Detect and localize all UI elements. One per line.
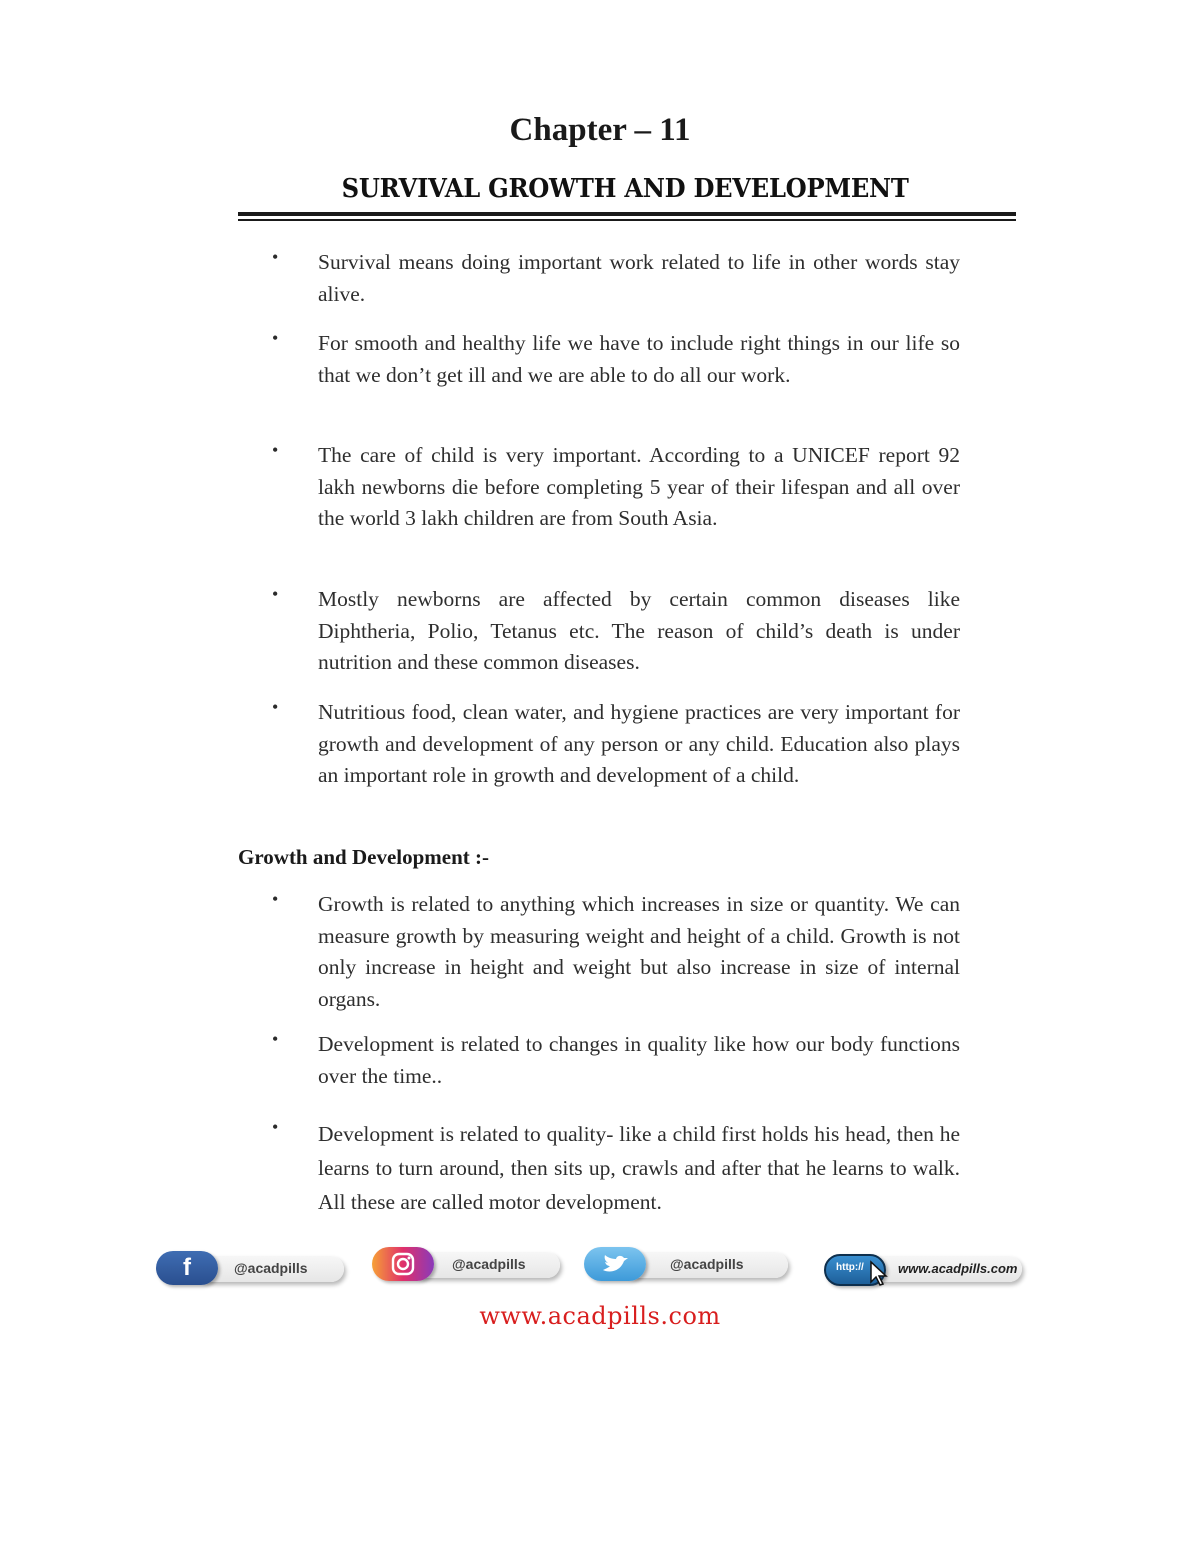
- chapter-subtitle: SURVIVAL GROWTH AND DEVELOPMENT: [341, 174, 909, 204]
- instagram-handle: @acadpills: [452, 1256, 526, 1272]
- bullet-text: The care of child is very important. According to a UNICEF report 92 lakh newborns die before completing 5 year of their lifespan and all over the world 3 lakh children are from South Asia.: [318, 443, 960, 530]
- bullet-icon: •: [272, 328, 279, 348]
- footer-url[interactable]: www.acadpills.com: [479, 1302, 721, 1330]
- bullet-icon: •: [272, 1029, 279, 1049]
- bullet-text: Mostly newborns are affected by certain common diseases like Diphtheria, Polio, Tetanus etc. The reason of child’s death is under nutrition and these common diseases.: [318, 587, 960, 674]
- bullet-text: Growth is related to anything which increases in size or quantity. We can measure growth by measuring weight and height of a child. Growth is not only increase in height and weight but also increase in size of internal organs.: [318, 892, 960, 1011]
- facebook-handle: @acadpills: [234, 1260, 308, 1276]
- website-text: www.acadpills.com: [898, 1261, 1018, 1276]
- bullet-icon: •: [272, 889, 279, 909]
- website-link[interactable]: [824, 1250, 1024, 1290]
- bullet-icon: •: [272, 584, 279, 604]
- cursor-icon: [868, 1260, 890, 1286]
- bullet-icon: •: [272, 440, 279, 460]
- bullet-text: For smooth and healthy life we have to include right things in our life so that we don’t get ill and we are able to do all our work.: [318, 331, 960, 387]
- section-heading: Growth and Development :-: [238, 845, 490, 869]
- chapter-title: Chapter – 11: [509, 112, 691, 148]
- twitter-icon: [584, 1247, 646, 1281]
- web-icon-label: http://: [836, 1262, 864, 1273]
- title-rule-thin: [238, 219, 1016, 221]
- twitter-handle: @acadpills: [670, 1256, 744, 1272]
- bullet-text: Nutritious food, clean water, and hygiene practices are very important for growth and development of any person or any child. Education also plays an important role in growth and development of a child.: [318, 700, 960, 787]
- bullet-text: Survival means doing important work related to life in other words stay alive.: [318, 250, 960, 306]
- bullet-icon: •: [272, 247, 279, 267]
- bullet-text: Development is related to quality- like a child first holds his head, then he learns to turn around, then sits up, crawls and after that he learns to walk. All these are called motor development.: [318, 1122, 960, 1214]
- bullet-icon: •: [272, 1117, 279, 1137]
- facebook-link[interactable]: [156, 1250, 346, 1290]
- bullet-icon: •: [272, 697, 279, 717]
- instagram-icon: [372, 1247, 434, 1281]
- twitter-link[interactable]: [584, 1250, 794, 1290]
- instagram-link[interactable]: [372, 1250, 562, 1290]
- facebook-icon: f: [156, 1251, 218, 1285]
- bullet-text: Development is related to changes in quality like how our body functions over the time..: [318, 1032, 960, 1088]
- title-rule-thick: [238, 212, 1016, 216]
